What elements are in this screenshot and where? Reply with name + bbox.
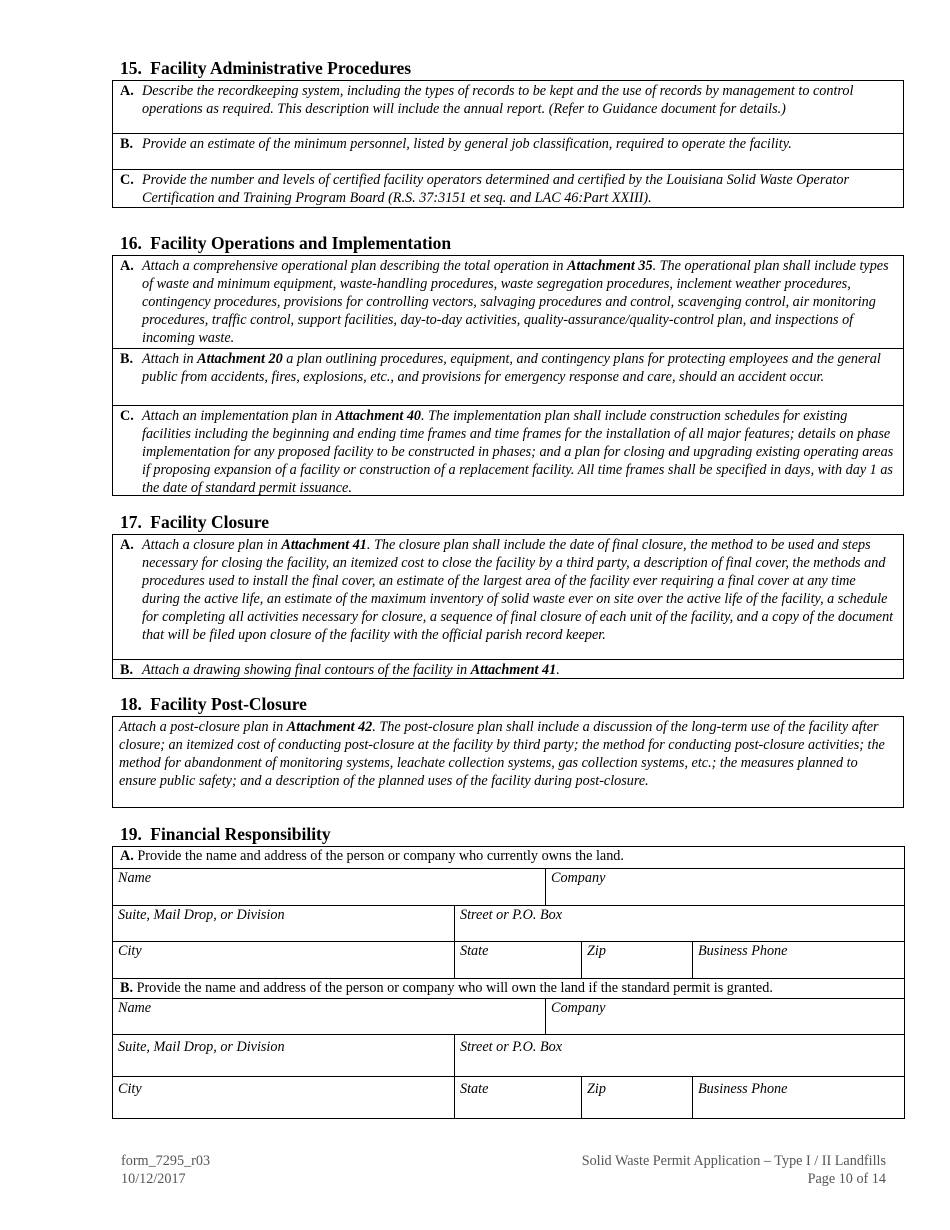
future-owner-phone-field[interactable]: Business Phone [693,1077,905,1119]
owner-zip-field[interactable]: Zip [582,942,693,979]
item-16b: B. Attach in Attachment 20 a plan outlining procedures, equipment, and contingency plans for protecting employees and the general public from accidents, fires, explosions, etc., and provisions for emergency response and care, should an accident occur. [113,348,903,405]
footer-right [582,1153,886,1188]
item-17a: A. Attach a closure plan in Attachment 41. The closure plan shall include the date of final closure, the method to be used and steps necessary for closing the facility, an itemized cost to close the facility by a third party, a description of final cover, the methods and procedures used to install the final cover, an estimate of the largest area of the facility ever requiring a final cover at any time during the active life, an estimate of the maximum inventory of solid waste ever on site over the active life of the facility, a schedule for completing all activities necessary for closure, a sequence of final closure of each unit of the facility, and a copy of the document that will be filed upon closure of the facility with the official parish record keeper. [120,537,894,643]
section-15-title: 15. Facility Administrative Procedures [120,58,412,78]
future-owner-state-field[interactable]: State [455,1077,582,1119]
owner-street-field[interactable]: Street or P.O. Box [455,906,905,942]
item-18-text: Attach a post-closure plan in Attachment 42. The post-closure plan shall include a discussion of the long-term use of the facility after closure; an itemized cost of conducting post-closure at the facility by third party; the method for conducting post-closure activities; the method for abandonment of monitoring systems, leachate collection systems, gas collection systems, etc.; the measures planned to ensure public safety; and a description of the planned uses of the facility during post-closure. [119,719,885,789]
future-owner-company-field[interactable]: Company [546,999,905,1035]
section-18-box [112,716,904,808]
form-id: form_7295_r03 [121,1153,211,1169]
future-owner-zip-field[interactable]: Zip [582,1077,693,1119]
document-title: Solid Waste Permit Application – Type I / II Landfills [581,1153,886,1169]
part-a-header: A. Provide the name and address of the person or company who currently owns the land. [113,847,905,869]
section-17-title: 17. Facility Closure [120,512,270,532]
section-16-title: 16. Facility Operations and Implementation [120,233,452,253]
item-15c: C. Provide the number and levels of certified facility operators determined and certified by the Louisiana Solid Waste Operator Certification and Training Program Board (R.S. 37:3151 et seq. and LAC 46:Part XXIII). [113,169,903,207]
item-16c: C. Attach an implementation plan in Attachment 40. The implementation plan shall include construction schedules for existing facilities including the beginning and ending time frames and time frames for the installation of all major features; details on phase implementation for any proposed facility to be constructed in phases; and a plan for closing and upgrading existing operating areas if proposing expansion of a facility or construction of a replacement facility. All time frames shall be specified in days, with day 1 as the date of standard permit issuance. [113,405,903,495]
owner-phone-field[interactable]: Business Phone [693,942,905,979]
section-15-box [112,80,904,208]
section-16-box [112,255,904,496]
item-15b: B. Provide an estimate of the minimum personnel, listed by general job classification, required to operate the facility. [113,133,903,169]
owner-suite-field[interactable]: Suite, Mail Drop, or Division [113,906,455,942]
page-number: Page 10 of 14 [807,1170,886,1187]
future-owner-city-field[interactable]: City [113,1077,455,1119]
owner-company-field[interactable]: Company [546,869,905,906]
section-17 [112,512,904,679]
section-19-title: 19. Financial Responsibility [120,824,331,844]
section-16 [112,233,904,496]
future-owner-suite-field[interactable]: Suite, Mail Drop, or Division [113,1035,455,1077]
section-15 [112,58,904,208]
item-17b: B. Attach a drawing showing final contours of the facility in Attachment 41. [113,659,903,678]
part-b-header: B. Provide the name and address of the person or company who will own the land if the standard permit is granted. [113,979,905,999]
form-date: 10/12/2017 [121,1170,186,1187]
financial-responsibility-table [112,846,905,1119]
footer-left [121,1153,210,1188]
section-18 [112,694,904,808]
item-15a: A. Describe the recordkeeping system, including the types of records to be kept and the use of records by management to control operations as required. This description will include the annual report. (Refer to Guidance document for details.) [120,83,854,117]
future-owner-name-field[interactable]: Name [113,999,546,1035]
section-18-title: 18. Facility Post-Closure [120,694,307,714]
owner-state-field[interactable]: State [455,942,582,979]
item-16a: A. Attach a comprehensive operational plan describing the total operation in Attachment 35. The operational plan shall include types of waste and minimum equipment, waste-handling procedures, waste segregation procedures, inclement weather procedures, contingency procedures, provisions for controlling vectors, salvaging procedures and control, scavenging control, air monitoring procedures, traffic control, support facilities, day-to-day activities, quality-assurance/quality-control plan, and inspections of incoming waste. [120,258,889,346]
section-17-box [112,534,904,679]
section-19 [112,824,904,1119]
owner-city-field[interactable]: City [113,942,455,979]
owner-name-field[interactable]: Name [113,869,546,906]
future-owner-street-field[interactable]: Street or P.O. Box [455,1035,905,1077]
